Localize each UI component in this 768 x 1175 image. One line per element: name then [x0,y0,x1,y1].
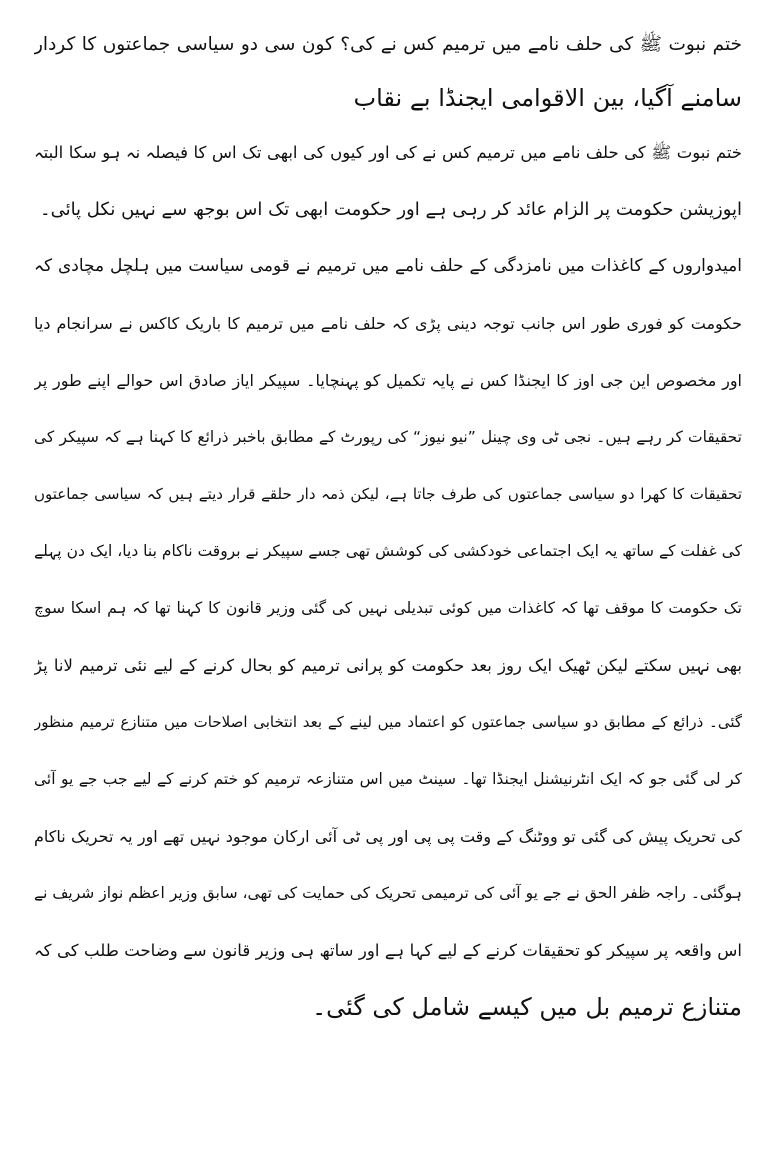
article-body [34,124,742,1036]
article-line: متنازع ترمیم بل میں کیسے شامل کی گئی۔ [312,993,742,1021]
article-line: ختم نبوت ﷺ کی حلف نامے میں ترمیم کس نے کی اور کیوں کی ابھی تک اس کا فیصلہ نہ ہو سکا البتہ [34,143,742,162]
article-line: تحقیقات کر رہے ہیں۔ نجی ٹی وی چینل ”نیو نیوز“ کی رپورٹ کے مطابق باخبر ذرائع کا کہنا ہے کہ سپیکر کی [34,428,742,446]
article-line: ہوگئی۔ راجہ ظفر الحق نے جے یو آئی کی ترمیمی تحریک کی حمایت کی تھی، سابق وزیر اعظم نواز شریف نے [34,884,742,902]
article-line: گئی۔ ذرائع کے مطابق دو سیاسی جماعتوں کو اعتماد میں لینے کے بعد انتخابی اصلاحات میں متنازع ترمیم منظور [34,713,742,731]
article-line: اور مخصوص این جی اوز کا ایجنڈا کس نے پایہ تکمیل کو پہنچایا۔ سپیکر ایاز صادق اس حوالے اپنے طور پر [34,371,742,390]
article-line: حکومت کو فوری طور اس جانب توجہ دینی پڑی کہ حلف نامے میں ترمیم کا باریک کاکس نے سرانجام دیا [34,314,742,333]
headline-line: ختم نبوت ﷺ کی حلف نامے میں ترمیم کس نے کی؟ کون سی دو سیاسی جماعتوں کا کردار [34,34,742,55]
article-line: تحقیقات کا کھرا دو سیاسی جماعتوں کی طرف جاتا ہے، لیکن ذمہ دار حلقے قرار دیتے ہیں کہ سیاسی جماعتوں [34,485,742,503]
article-line: اس واقعہ پر سپیکر کو تحقیقات کرنے کے لیے کہا ہے اور ساتھ ہی وزیر قانون سے وضاحت طلب کی کہ [34,941,742,960]
article-line: بھی نہیں سکتے لیکن ٹھیک ایک روز بعد حکومت کو پرانی ترمیم کو بحال کرنے کے لیے نئی ترمیم لانا پڑ [34,656,742,675]
article-line: کر لی گئی جو کہ ایک انٹرنیشنل ایجنڈا تھا۔ سینٹ میں اس متنازعہ ترمیم کو ختم کرنے کے لیے جب جے یو آئی [34,770,742,788]
headline [34,0,742,124]
headline-line: سامنے آگیا، بین الاقوامی ایجنڈا بے نقاب [353,84,742,112]
article-line: تک حکومت کا موقف تھا کہ کاغذات میں کوئی تبدیلی نہیں کی گئی وزیر قانون کا کہنا تھا کہ ہم اسکا سوچ [34,599,742,617]
article-line: امیدواروں کے کاغذات میں نامزدگی کے حلف نامے میں ترمیم نے قومی سیاست میں ہلچل مچادی کہ [34,256,742,276]
article-line: کی تحریک پیش کی گئی تو ووٹنگ کے وقت پی پی اور پی ٹی آئی ارکان موجود نہیں تھے اور یہ تحریک ناکام [34,827,742,846]
article-line: کی غفلت کے ساتھ یہ ایک اجتماعی خودکشی کی کوشش تھی جسے سپیکر نے بروقت ناکام بنا دیا، ایک دن پہلے [34,542,742,560]
article-line: اپوزیشن حکومت پر الزام عائد کر رہی ہے اور حکومت ابھی تک اس بوجھ سے نہیں نکل پائی۔ [40,199,742,220]
